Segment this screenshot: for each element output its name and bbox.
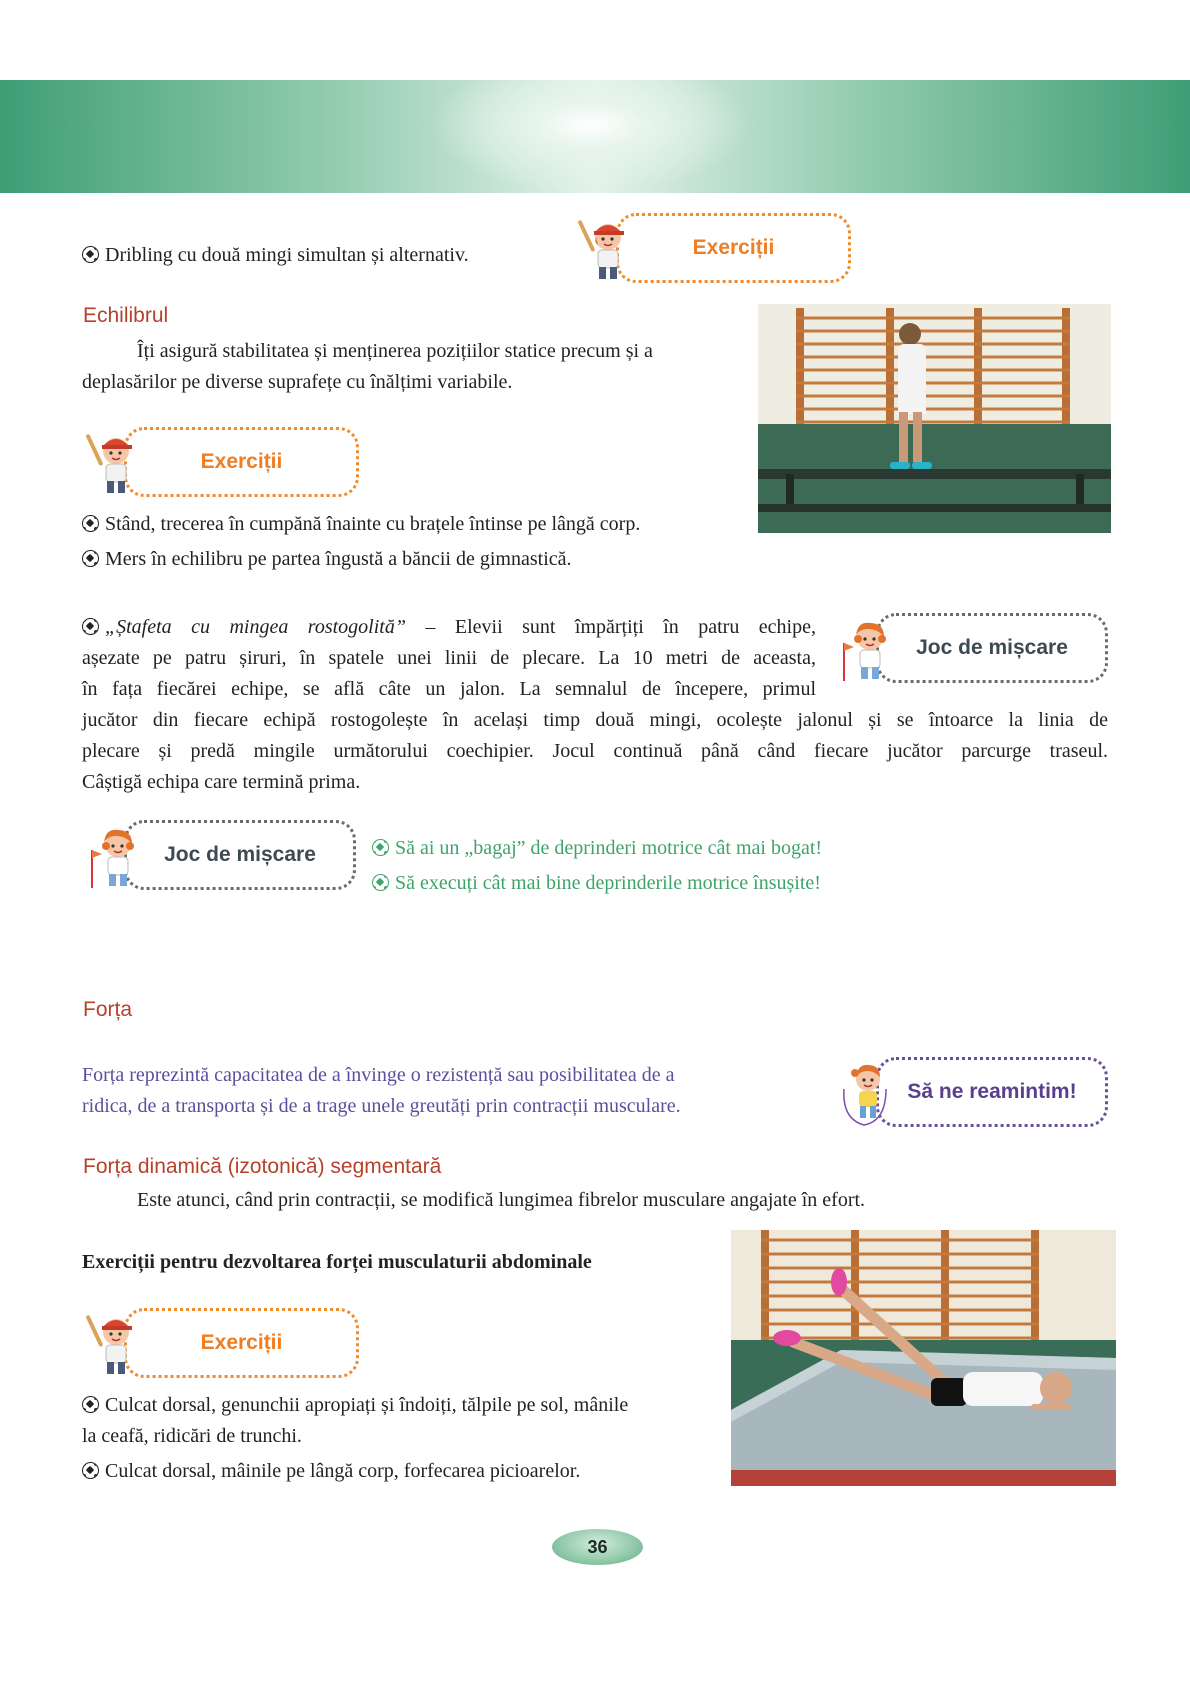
definition-line: ridica, de a transporta și de a trage unele greutăți prin contracții musculare.: [82, 1095, 681, 1117]
page-number: 36: [552, 1529, 643, 1565]
game-paragraph-line: așezate pe patru șiruri, în spatele unei linii de plecare. La 10 metri de aceasta,: [82, 647, 816, 669]
definition-line: Forța reprezintă capacitatea de a învinge o rezistență sau posibilitatea de a: [82, 1064, 675, 1086]
exercise-item-continuation: la ceafă, ridicări de trunchi.: [82, 1425, 302, 1447]
game-paragraph-line: în fața fiecărei echipe, se află câte un jalon. La semnalul de începere, primul: [82, 678, 816, 700]
exercise-item: Culcat dorsal, genunchii apropiați și îndoiți, tălpile pe sol, mânile: [82, 1393, 628, 1417]
football-icon: [82, 550, 99, 567]
football-icon: [82, 246, 99, 263]
game-paragraph-line: Câștigă echipa care termină prima.: [82, 771, 361, 793]
movement-game-badge: Joc de mișcare: [86, 820, 356, 890]
exercise-title: Exerciții pentru dezvoltarea forței musculaturii abdominale: [82, 1251, 592, 1273]
game-paragraph-line: jucător din fiecare echipă rostogolește în același timp două mingi, ocolește jalonul și se întoarce la linia de: [82, 709, 1108, 731]
exercise-item: Stând, trecerea în cumpănă înainte cu brațele întinse pe lângă corp.: [82, 512, 640, 536]
paragraph-line: Este atunci, când prin contracții, se modifică lungimea fibrelor musculare angajate în efort.: [137, 1189, 866, 1211]
exercises-badge: Exerciții: [578, 213, 851, 283]
football-icon: [82, 515, 99, 532]
paragraph-line: Îți asigură stabilitatea și menținerea pozițiilor statice precum și a: [137, 340, 653, 362]
football-icon: [82, 1396, 99, 1413]
exercise-item: Culcat dorsal, mâinile pe lângă corp, forfecarea picioarelor.: [82, 1459, 580, 1483]
section-heading-forta: Forța: [83, 998, 133, 1021]
football-icon: [82, 1462, 99, 1479]
remember-badge: Să ne reamintim!: [838, 1057, 1108, 1127]
football-icon: [372, 874, 389, 891]
game-paragraph-line: „Ștafeta cu mingea rostogolită” – Elevii sunt împărțiți în patru echipe,: [82, 615, 816, 639]
exercises-badge: Exerciții: [86, 1308, 359, 1378]
exercise-item: Mers în echilibru pe partea îngustă a băncii de gimnastică.: [82, 547, 572, 571]
section-heading-echilibrul: Echilibrul: [83, 304, 169, 327]
header-band: [0, 80, 1190, 193]
photo-leg-raise: [731, 1230, 1116, 1486]
exercises-badge: Exerciții: [86, 427, 359, 497]
photo-balance-beam: [758, 304, 1111, 533]
game-paragraph-line: plecare și predă mingile următorului coechipier. Jocul continuă până când fiecare jucător parcurge traseul.: [82, 740, 1108, 762]
football-icon: [82, 618, 99, 635]
tip-item: Să ai un „bagaj” de deprinderi motrice cât mai bogat!: [372, 836, 822, 860]
tip-item: Să execuți cât mai bine deprinderile motrice însușite!: [372, 871, 821, 895]
exercise-item: Dribling cu două mingi simultan și alternativ.: [82, 243, 469, 267]
football-icon: [372, 839, 389, 856]
paragraph-line: deplasărilor pe diverse suprafețe cu înălțimi variabile.: [82, 371, 513, 393]
subsection-heading: Forța dinamică (izotonică) segmentară: [83, 1155, 442, 1178]
movement-game-badge: Joc de mișcare: [838, 613, 1108, 683]
